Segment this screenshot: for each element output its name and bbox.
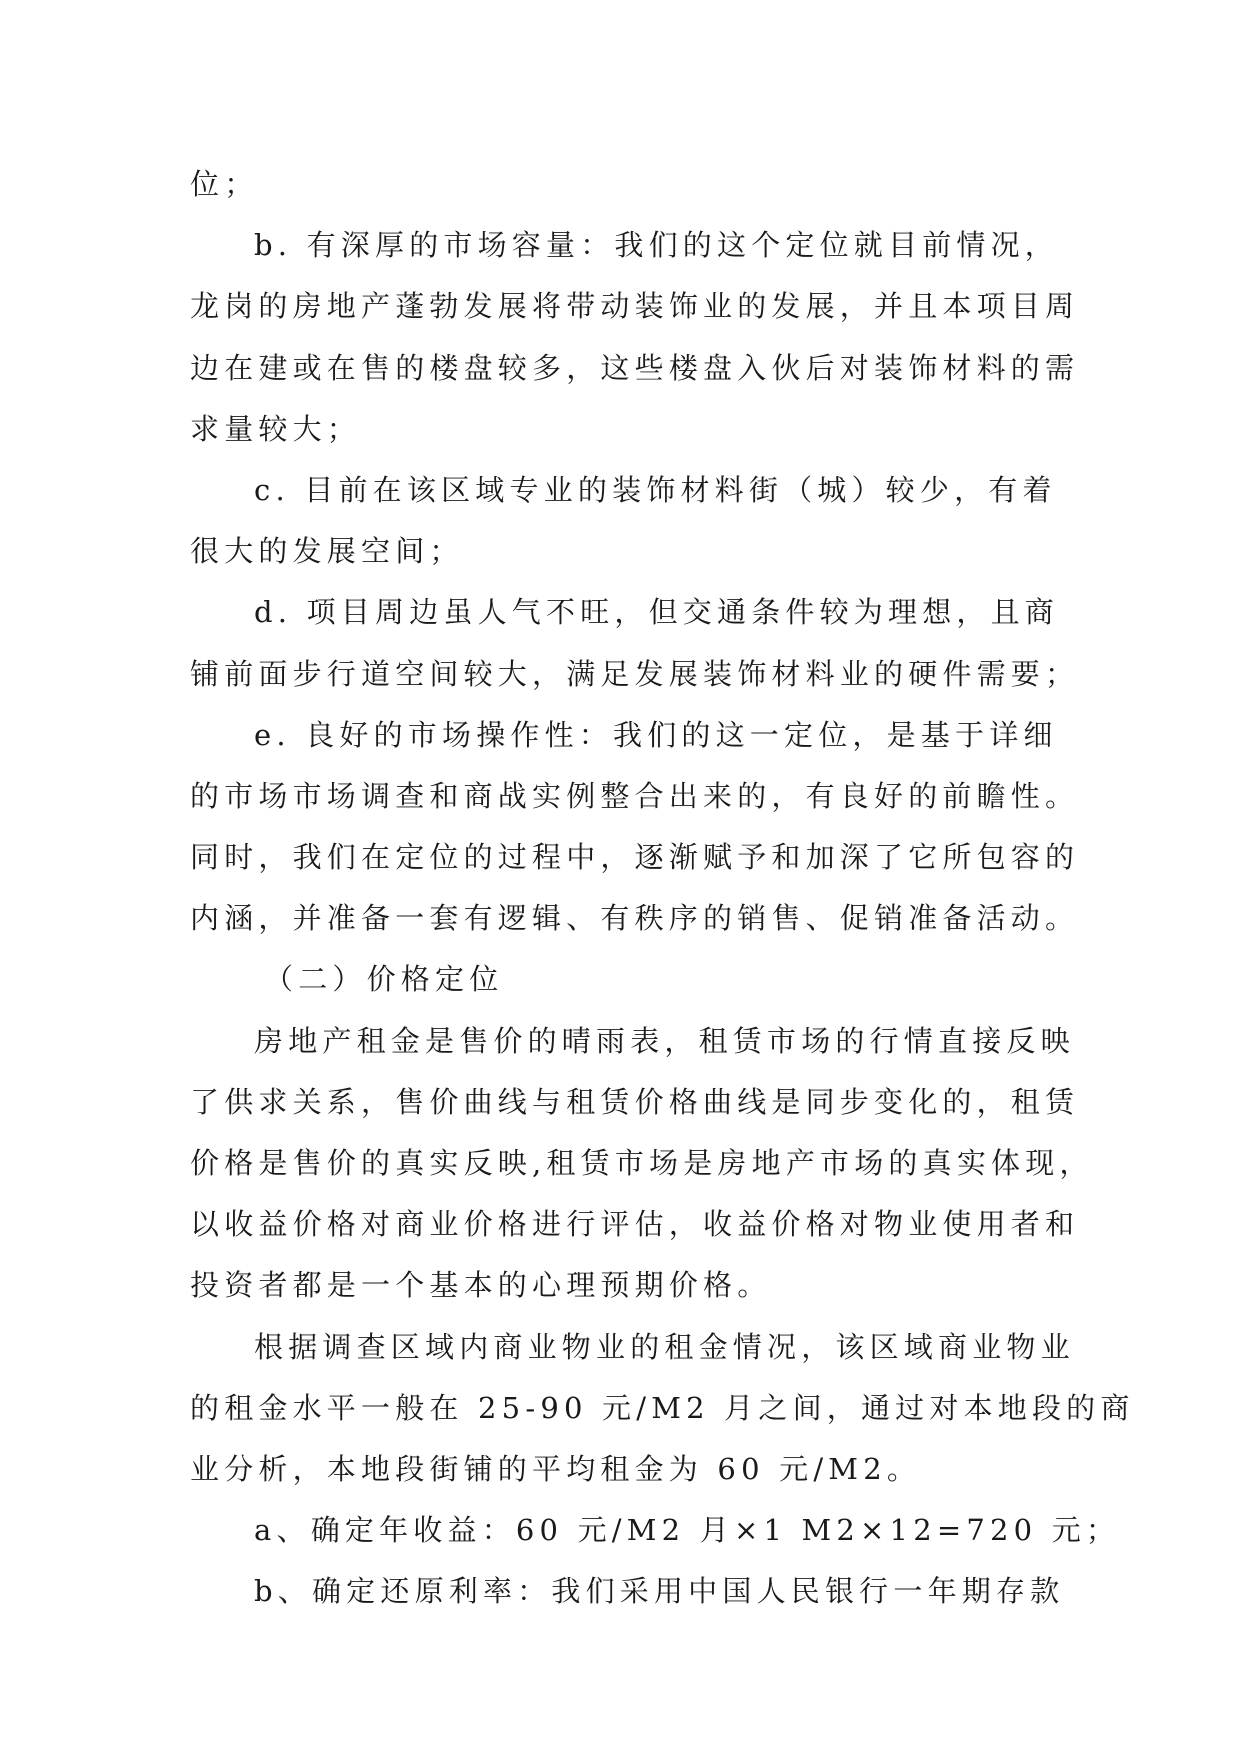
text-line: 边在建或在售的楼盘较多，这些楼盘入伙后对装饰材料的需	[190, 350, 1080, 385]
text-line: 龙岗的房地产蓬勃发展将带动装饰业的发展，并且本项目周	[190, 289, 1080, 324]
text-line: 位；	[190, 167, 259, 201]
text-line: e. 良好的市场操作性：我们的这一定位，是基于详细	[254, 717, 1058, 752]
text-line: 房地产租金是售价的晴雨表，租赁市场的行情直接反映	[254, 1023, 1075, 1058]
text-line: a、确定年收益：60 元/M2 月×1 M2×12=720 元；	[254, 1513, 1121, 1548]
text-line: 很大的发展空间；	[190, 534, 464, 569]
text-line: 内涵，并准备一套有逻辑、有秩序的销售、促销准备活动。	[190, 901, 1080, 936]
text-line: 价格是售价的真实反映,租赁市场是房地产市场的真实体现，	[190, 1146, 1094, 1180]
text-line: d. 项目周边虽人气不旺，但交通条件较为理想，且商	[254, 595, 1060, 630]
text-line: 投资者都是一个基本的心理预期价格。	[190, 1268, 772, 1303]
text-line: 了供求关系，售价曲线与租赁价格曲线是同步变化的，租赁	[190, 1084, 1080, 1119]
text-line: 以收益价格对商业价格进行评估，收益价格对物业使用者和	[190, 1207, 1080, 1242]
document-body	[190, 162, 1135, 1631]
text-line: b、确定还原利率：我们采用中国人民银行一年期存款	[254, 1574, 1065, 1609]
text-line: 业分析，本地段街铺的平均租金为 60 元/M2。	[190, 1451, 922, 1486]
text-line: 根据调查区域内商业物业的租金情况，该区域商业物业	[254, 1329, 1075, 1364]
text-line: 的租金水平一般在 25-90 元/M2 月之间，通过对本地段的商	[190, 1390, 1135, 1425]
section-heading: （二）价格定位	[264, 962, 504, 997]
text-line: c. 目前在该区域专业的装饰材料街（城）较少，有着	[254, 472, 1057, 507]
text-line: b. 有深厚的市场容量：我们的这个定位就目前情况，	[254, 228, 1060, 263]
text-line: 求量较大；	[190, 411, 362, 446]
text-line: 的市场市场调查和商战实例整合出来的，有良好的前瞻性。	[190, 778, 1080, 813]
text-line: 铺前面步行道空间较大，满足发展装饰材料业的硬件需要；	[190, 656, 1080, 691]
text-line: 同时，我们在定位的过程中，逐渐赋予和加深了它所包容的	[190, 840, 1080, 875]
